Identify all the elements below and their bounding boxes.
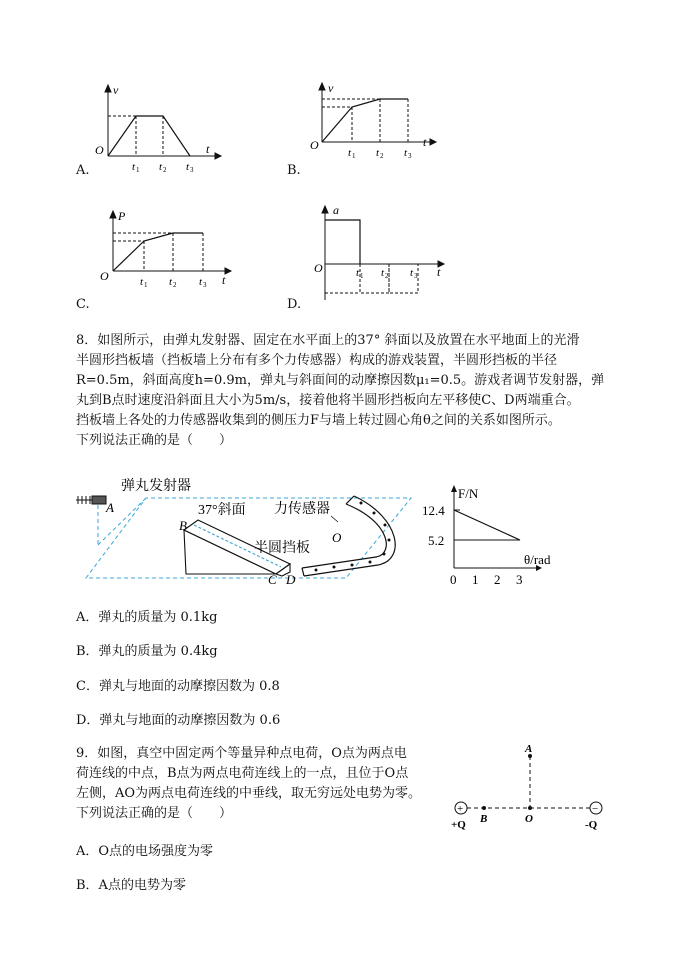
- q9-line-4: 下列说法正确的是（ ）: [76, 806, 233, 821]
- q8-line-4: 丸到B点时速度沿斜面且大小为5m/s，接着他将半圆形挡板向左平移使C、D两端重合。: [76, 393, 580, 408]
- option-letter-b[interactable]: B.: [287, 163, 301, 178]
- y-axis-label: F/N: [458, 486, 479, 501]
- x-tick-label: 2: [494, 572, 501, 587]
- t2-label: t: [381, 267, 385, 279]
- graph-d: [300, 200, 460, 305]
- point-o-label: O: [332, 530, 342, 545]
- x-tick-label: 0: [450, 572, 457, 587]
- q9-line-3: 左侧，AO为两点电荷连线的中垂线，取无穷远处电势为零。: [76, 786, 422, 801]
- option-letter-c[interactable]: C.: [76, 297, 90, 312]
- point-b-label: B: [480, 813, 488, 825]
- t3-label: t: [404, 147, 408, 159]
- t2-sub: 2: [163, 166, 167, 174]
- y-label: P: [118, 209, 126, 223]
- plus-icon: +: [457, 803, 464, 815]
- y-tick-label: 5.2: [428, 533, 445, 548]
- apparatus-svg: [76, 470, 426, 588]
- graph-c: [80, 205, 240, 300]
- origin-label: O: [310, 138, 319, 152]
- t-axis-label: t: [437, 265, 441, 279]
- y-label: v: [328, 82, 334, 95]
- x-tick-label: 1: [472, 572, 479, 587]
- point-d-label: D: [286, 572, 296, 587]
- origin-label: O: [314, 261, 323, 275]
- t1-sub: 1: [136, 166, 140, 174]
- q8-line-3: R=0.5m，斜面高度h=0.9m，弹丸与斜面间的动摩擦因数μ₁=0.5。游戏者调节发射器，弹: [76, 373, 605, 388]
- q8-apparatus-figure: [76, 470, 426, 588]
- barrier-label: 半圆挡板: [254, 541, 310, 556]
- q8-option-b[interactable]: B．弹丸的质量为 0.4kg: [76, 644, 218, 659]
- t1-sub: 1: [352, 152, 356, 160]
- option-letter-a[interactable]: A.: [76, 163, 90, 178]
- q8-option-d[interactable]: D．弹丸与地面的动摩擦因数为 0.6: [76, 713, 281, 728]
- q9-option-a[interactable]: A．O点的电场强度为零: [76, 844, 214, 859]
- y-label: v: [113, 83, 119, 97]
- t2-sub: 2: [385, 272, 389, 280]
- t3-sub: 3: [408, 152, 412, 160]
- series-line: [454, 510, 520, 540]
- y-axis-arrow: [451, 485, 457, 492]
- graph-b-svg: [290, 82, 450, 177]
- x-tick-label: 3: [516, 572, 523, 587]
- point-a-label: A: [525, 743, 533, 755]
- charge-figure-svg: [445, 742, 620, 834]
- graph-c-svg: [80, 205, 240, 300]
- origin-label: O: [95, 143, 104, 157]
- t-axis-label: t: [423, 135, 427, 149]
- t1-label: t: [348, 147, 352, 159]
- y-tick-label: 12.4: [422, 503, 445, 518]
- q9-charge-figure: [445, 742, 620, 834]
- t3-sub: 3: [190, 166, 194, 174]
- t1-label: t: [132, 161, 136, 173]
- point-o-label: O: [525, 813, 533, 825]
- graph-d-svg: [300, 200, 460, 305]
- q8-stem: [76, 331, 604, 451]
- q8-line-1: 8．如图所示，由弹丸发射器、固定在水平面上的37° 斜面以及放置在水平地面上的光滑: [76, 333, 580, 348]
- t2-label: t: [159, 161, 163, 173]
- q8-line-5: 挡板墙上各处的力传感器收集到的侧压力F与墙上转过圆心角θ之间的关系如图所示。: [76, 413, 561, 428]
- t1-label: t: [356, 267, 360, 279]
- t1-label: t: [140, 276, 144, 288]
- t2-sub: 2: [173, 281, 177, 289]
- t2-sub: 2: [380, 152, 384, 160]
- q9-option-b[interactable]: B．A点的电势为零: [76, 878, 186, 893]
- graph-b: [290, 82, 450, 177]
- t3-label: t: [186, 161, 190, 173]
- q8-option-c[interactable]: C．弹丸与地面的动摩擦因数为 0.8: [76, 679, 280, 694]
- t2-label: t: [169, 276, 173, 288]
- t1-sub: 1: [144, 281, 148, 289]
- q9-stem: [76, 744, 421, 824]
- minus-icon: −: [592, 803, 599, 815]
- plus-q-label: +Q: [451, 819, 466, 831]
- point-b-label: B: [179, 518, 187, 533]
- graph-a-svg: [80, 82, 230, 177]
- t-axis-label: t: [222, 273, 226, 287]
- x-axis-label: θ/rad: [524, 552, 551, 567]
- sensor-label: 力传感器: [274, 502, 330, 517]
- q9-line-2: 荷连线的中点，B点为两点电荷连线上的一点，且位于O点: [76, 766, 409, 781]
- t1-sub: 1: [360, 272, 364, 280]
- point-a-label: A: [106, 500, 114, 515]
- y-label: a: [333, 203, 339, 217]
- q8-line-2: 半圆形挡板墙（挡板墙上分布有多个力传感器）构成的游戏装置，半圆形挡板的半径: [76, 353, 558, 368]
- t3-sub: 3: [203, 281, 207, 289]
- q8-force-chart: [420, 478, 580, 588]
- t3-label: t: [410, 267, 414, 279]
- point-c-label: C: [268, 572, 277, 587]
- t3-sub: 3: [414, 272, 418, 280]
- origin-label: O: [100, 269, 109, 283]
- q9-line-1: 9．如图，真空中固定两个等量异种点电荷，O点为两点电: [76, 746, 407, 761]
- q8-line-6: 下列说法正确的是（ ）: [76, 433, 233, 448]
- incline-label: 37°斜面: [198, 503, 246, 518]
- q8-option-a[interactable]: A．弹丸的质量为 0.1kg: [76, 610, 218, 625]
- option-letter-d[interactable]: D.: [287, 297, 302, 312]
- launcher-label: 弹丸发射器: [121, 479, 191, 494]
- minus-q-label: -Q: [585, 819, 598, 831]
- t3-label: t: [199, 276, 203, 288]
- t2-label: t: [376, 147, 380, 159]
- t-axis-label: t: [206, 142, 210, 156]
- graph-a: [80, 82, 230, 177]
- force-chart-svg: [420, 478, 580, 588]
